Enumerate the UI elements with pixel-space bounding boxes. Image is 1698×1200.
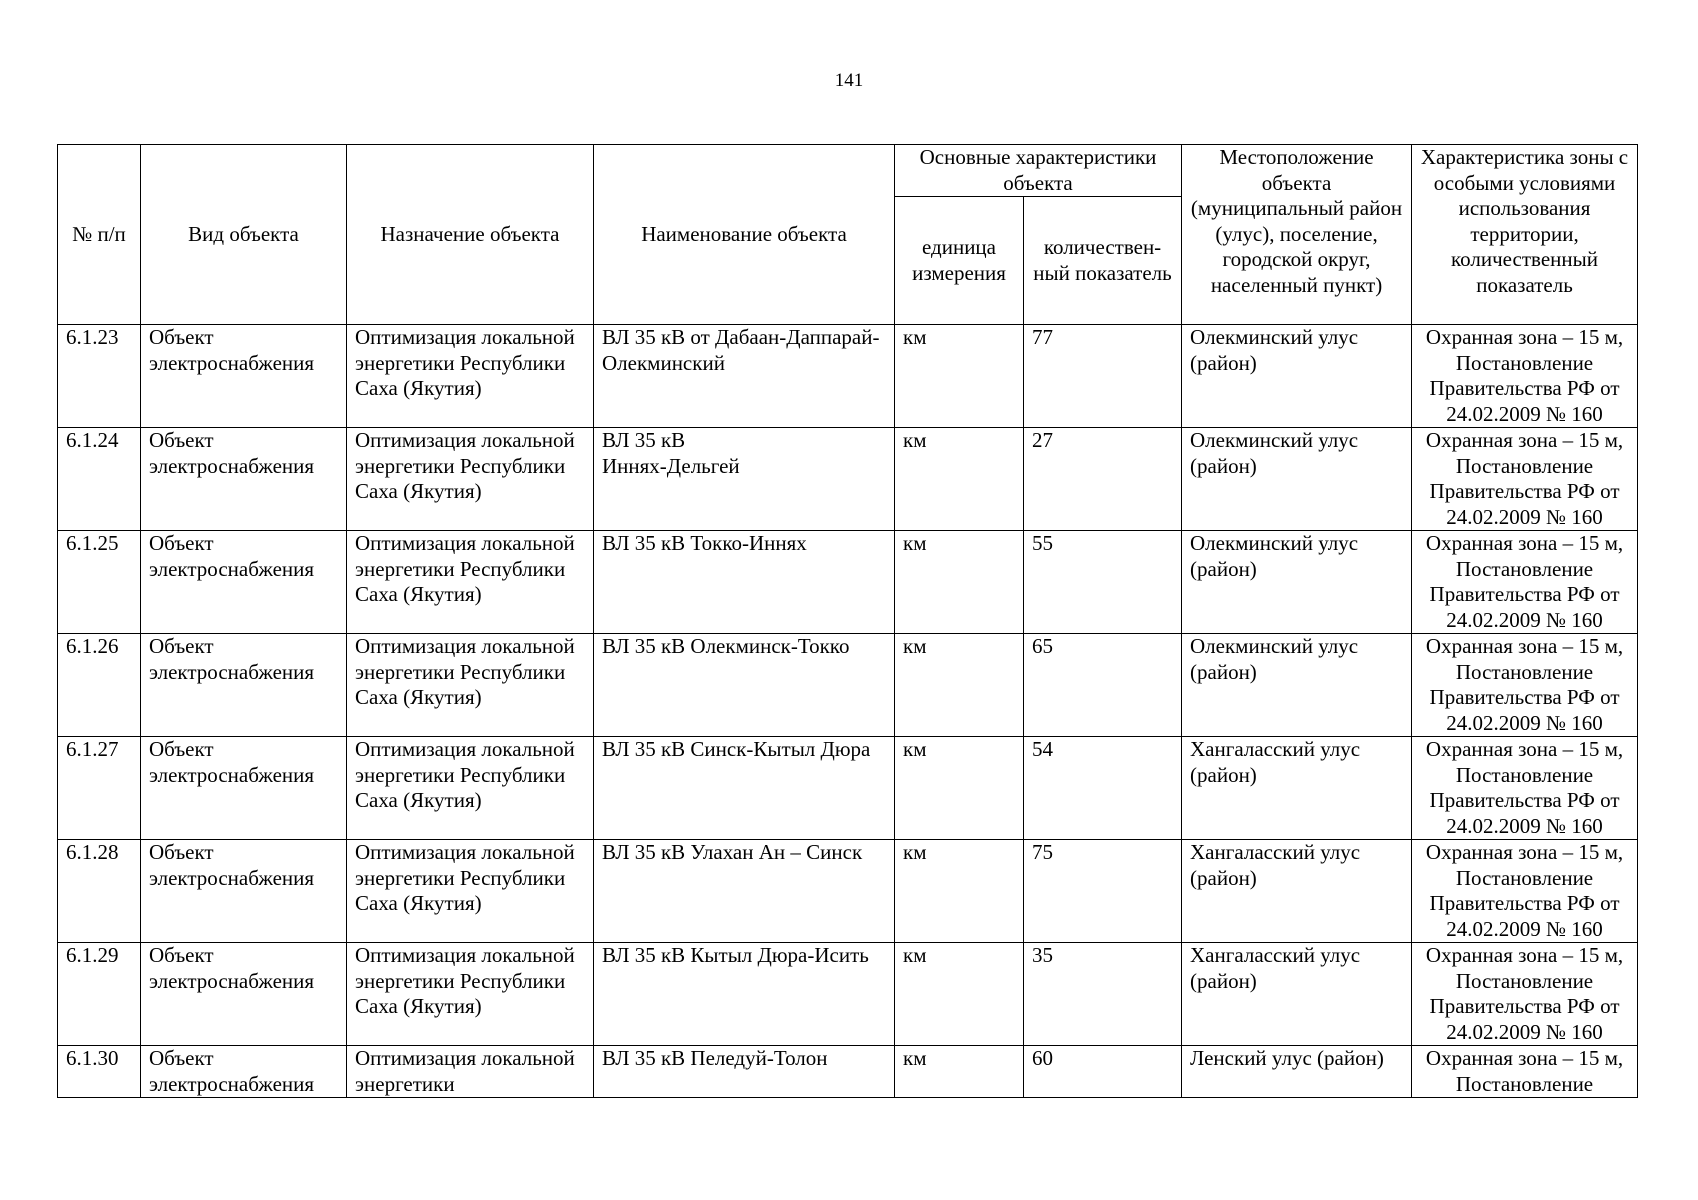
row-name: ВЛ 35 кВ Олекминск-Токко [594,634,895,737]
row-purpose: Оптимизация локальной энергетики Республики Саха (Якутия) [347,840,594,943]
row-purpose: Оптимизация локальной энергетики Республики Саха (Якутия) [347,634,594,737]
row-kind: Объект электроснабжения [141,840,347,943]
table-row [58,325,1638,428]
table-row [58,1046,1638,1098]
row-zone: Охранная зона – 15 м, Постановление Правительства РФ от 24.02.2009 № 160 [1412,943,1638,1046]
row-zone: Охранная зона – 15 м, Постановление Правительства РФ от 24.02.2009 № 160 [1412,428,1638,531]
row-purpose: Оптимизация локальной энергетики Республики Саха (Якутия) [347,943,594,1046]
row-unit: км [895,1046,1024,1098]
row-unit: км [895,428,1024,531]
row-num: 6.1.30 [58,1046,141,1098]
objects-table [57,144,1638,1098]
row-location: Олекминский улус (район) [1182,428,1412,531]
row-unit: км [895,737,1024,840]
header-num: № п/п [58,145,141,325]
row-name: ВЛ 35 кВ Синск-Кытыл Дюра [594,737,895,840]
row-unit: км [895,634,1024,737]
row-kind: Объект электроснабжения [141,737,347,840]
row-zone: Охранная зона – 15 м, Постановление Правительства РФ от 24.02.2009 № 160 [1412,325,1638,428]
row-quantity: 75 [1024,840,1182,943]
row-purpose: Оптимизация локальной энергетики Республики Саха (Якутия) [347,428,594,531]
row-purpose: Оптимизация локальной энергетики Республики Саха (Якутия) [347,737,594,840]
row-purpose: Оптимизация локальной энергетики Республики Саха (Якутия) [347,325,594,428]
row-kind: Объект электроснабжения [141,634,347,737]
row-name: ВЛ 35 кВ Токко-Иннях [594,531,895,634]
row-quantity: 60 [1024,1046,1182,1098]
row-quantity: 77 [1024,325,1182,428]
row-location: Олекминский улус (район) [1182,325,1412,428]
row-name-text: ВЛ 35 кВ Иннях-Дельгей [602,428,740,478]
row-num: 6.1.27 [58,737,141,840]
row-quantity: 65 [1024,634,1182,737]
row-unit: км [895,943,1024,1046]
row-location: Олекминский улус (район) [1182,634,1412,737]
table-row [58,840,1638,943]
row-location: Хангаласский улус (район) [1182,943,1412,1046]
row-purpose: Оптимизация локальной энергетики Республики Саха (Якутия) [347,531,594,634]
row-quantity: 35 [1024,943,1182,1046]
row-unit: км [895,840,1024,943]
row-name [594,428,895,531]
table-row [58,634,1638,737]
row-name: ВЛ 35 кВ Кытыл Дюра-Исить [594,943,895,1046]
row-num: 6.1.26 [58,634,141,737]
header-zone: Характеристика зоны с особыми условиями использования территории, количественный показатель [1412,145,1638,325]
row-zone: Охранная зона – 15 м, Постановление Правительства РФ от 24.02.2009 № 160 [1412,840,1638,943]
header-characteristics: Основные характеристики объекта [895,145,1182,197]
row-kind: Объект электроснабжения [141,325,347,428]
row-unit: км [895,531,1024,634]
header-purpose: Назначение объекта [347,145,594,325]
row-num: 6.1.28 [58,840,141,943]
row-location: Хангаласский улус (район) [1182,737,1412,840]
header-kind: Вид объекта [141,145,347,325]
row-kind: Объект электроснабжения [141,1046,347,1098]
row-name: ВЛ 35 кВ от Дабаан-Даппарай-Олекминский [594,325,895,428]
row-unit: км [895,325,1024,428]
row-location: Хангаласский улус (район) [1182,840,1412,943]
page-number: 141 [834,70,864,91]
row-purpose: Оптимизация локальной энергетики [347,1046,594,1098]
row-kind: Объект электроснабжения [141,943,347,1046]
table-row [58,531,1638,634]
row-zone: Охранная зона – 15 м, Постановление Правительства РФ от 24.02.2009 № 160 [1412,531,1638,634]
row-kind: Объект электроснабжения [141,428,347,531]
header-quantity: количествен-ный показатель [1024,197,1182,325]
row-kind: Объект электроснабжения [141,531,347,634]
table-header [58,145,1638,325]
row-zone: Охранная зона – 15 м, Постановление [1412,1046,1638,1098]
row-num: 6.1.29 [58,943,141,1046]
header-unit: единица измерения [895,197,1024,325]
row-quantity: 55 [1024,531,1182,634]
header-location: Местоположение объекта (муниципальный район (улус), поселение, городской округ, населенный пункт) [1182,145,1412,325]
row-name: ВЛ 35 кВ Улахан Ан – Синск [594,840,895,943]
row-num: 6.1.23 [58,325,141,428]
row-num: 6.1.25 [58,531,141,634]
table-body [58,325,1638,1098]
row-zone: Охранная зона – 15 м, Постановление Правительства РФ от 24.02.2009 № 160 [1412,737,1638,840]
row-num: 6.1.24 [58,428,141,531]
row-quantity: 27 [1024,428,1182,531]
row-name: ВЛ 35 кВ Пеледуй-Толон [594,1046,895,1098]
header-name: Наименование объекта [594,145,895,325]
table-row [58,428,1638,531]
row-location: Олекминский улус (район) [1182,531,1412,634]
row-location: Ленский улус (район) [1182,1046,1412,1098]
table-row [58,943,1638,1046]
row-quantity: 54 [1024,737,1182,840]
table-row [58,737,1638,840]
row-zone: Охранная зона – 15 м, Постановление Правительства РФ от 24.02.2009 № 160 [1412,634,1638,737]
